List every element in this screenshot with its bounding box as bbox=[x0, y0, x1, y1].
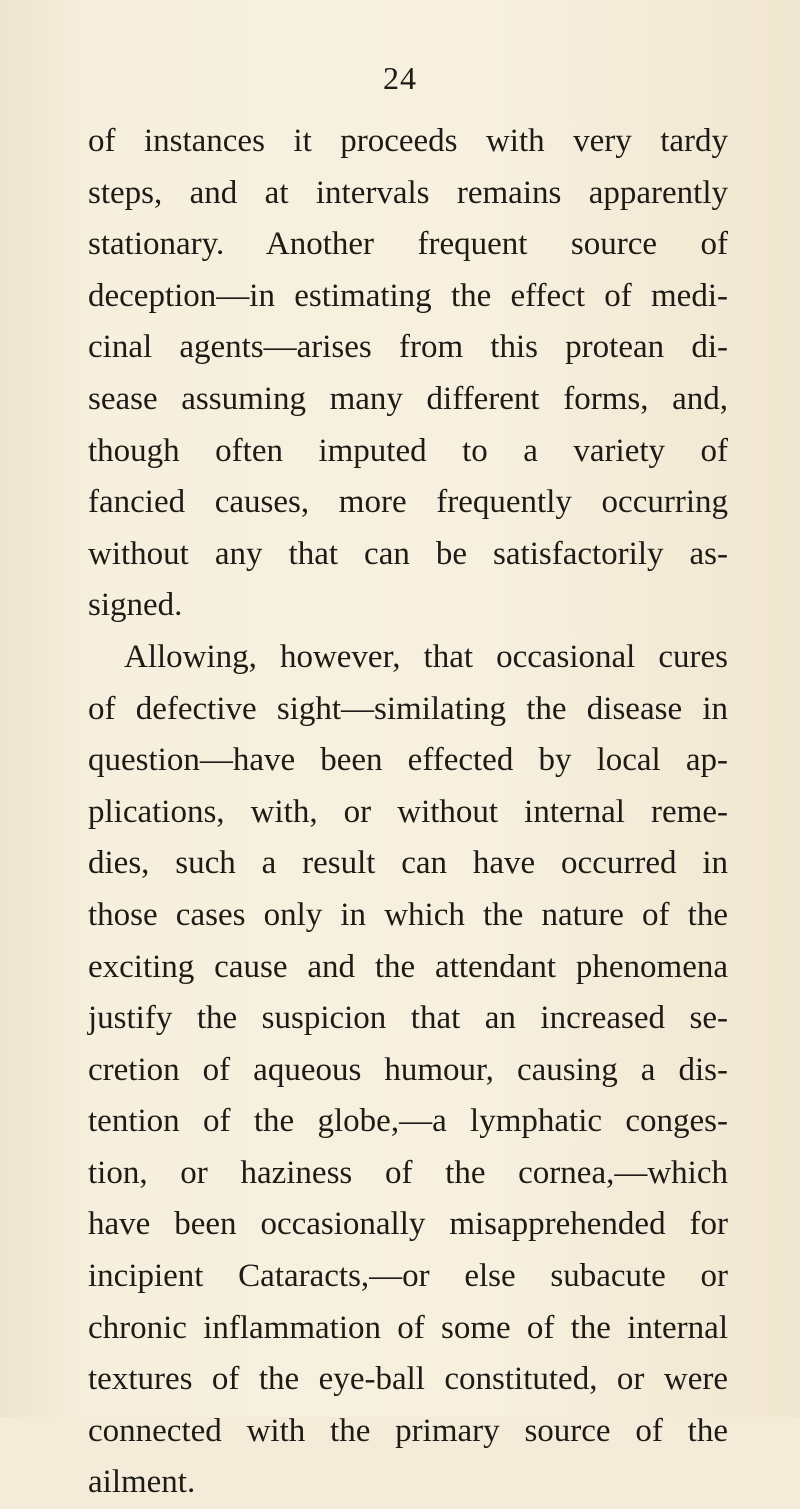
text-line: cinal agents—arises from this protean di- bbox=[88, 329, 728, 366]
paragraph-1 bbox=[88, 116, 728, 632]
text-line: stationary. Another frequent source of bbox=[88, 226, 728, 263]
text-line: without any that can be satisfactorily as- bbox=[88, 535, 728, 572]
text-line: textures of the eye-ball constituted, or were bbox=[88, 1361, 728, 1398]
text-line: incipient Cataracts,—or else subacute or bbox=[88, 1258, 728, 1295]
text-line: of instances it proceeds with very tardy bbox=[88, 123, 728, 159]
text-line: connected with the primary source of the bbox=[88, 1412, 728, 1449]
text-line: plications, with, or without internal reme- bbox=[88, 793, 728, 830]
text-line: justify the suspicion that an increased se- bbox=[88, 1000, 728, 1037]
text-line: Allowing, however, that occasional cures bbox=[124, 638, 728, 675]
text-line: cretion of aqueous humour, causing a dis- bbox=[88, 1051, 728, 1088]
text-line: dies, such a result can have occurred in bbox=[88, 845, 728, 882]
text-line: though often imputed to a variety of bbox=[88, 432, 728, 469]
text-line: tion, or haziness of the cornea,—which bbox=[88, 1154, 728, 1191]
text-line: fancied causes, more frequently occurring bbox=[88, 484, 728, 521]
paragraph-2 bbox=[88, 632, 728, 1509]
text-line: signed. bbox=[88, 587, 183, 624]
text-line: tention of the globe,—a lymphatic conges- bbox=[88, 1103, 728, 1140]
text-line: deception—in estimating the effect of medi- bbox=[88, 277, 728, 314]
page-number: 24 bbox=[383, 60, 417, 96]
text-line: sease assuming many different forms, and, bbox=[88, 380, 728, 417]
text-line: have been occasionally misapprehended for bbox=[88, 1206, 728, 1243]
text-line: of defective sight—similating the disease in bbox=[88, 690, 728, 727]
body-text bbox=[88, 116, 728, 1509]
text-line: question—have been effected by local ap- bbox=[88, 742, 728, 779]
text-line: chronic inflammation of some of the internal bbox=[88, 1309, 728, 1346]
text-line: those cases only in which the nature of the bbox=[88, 896, 728, 933]
text-line: steps, and at intervals remains apparently bbox=[88, 174, 728, 211]
text-line: exciting cause and the attendant phenomena bbox=[88, 948, 728, 985]
text-line: ailment. bbox=[88, 1464, 196, 1501]
